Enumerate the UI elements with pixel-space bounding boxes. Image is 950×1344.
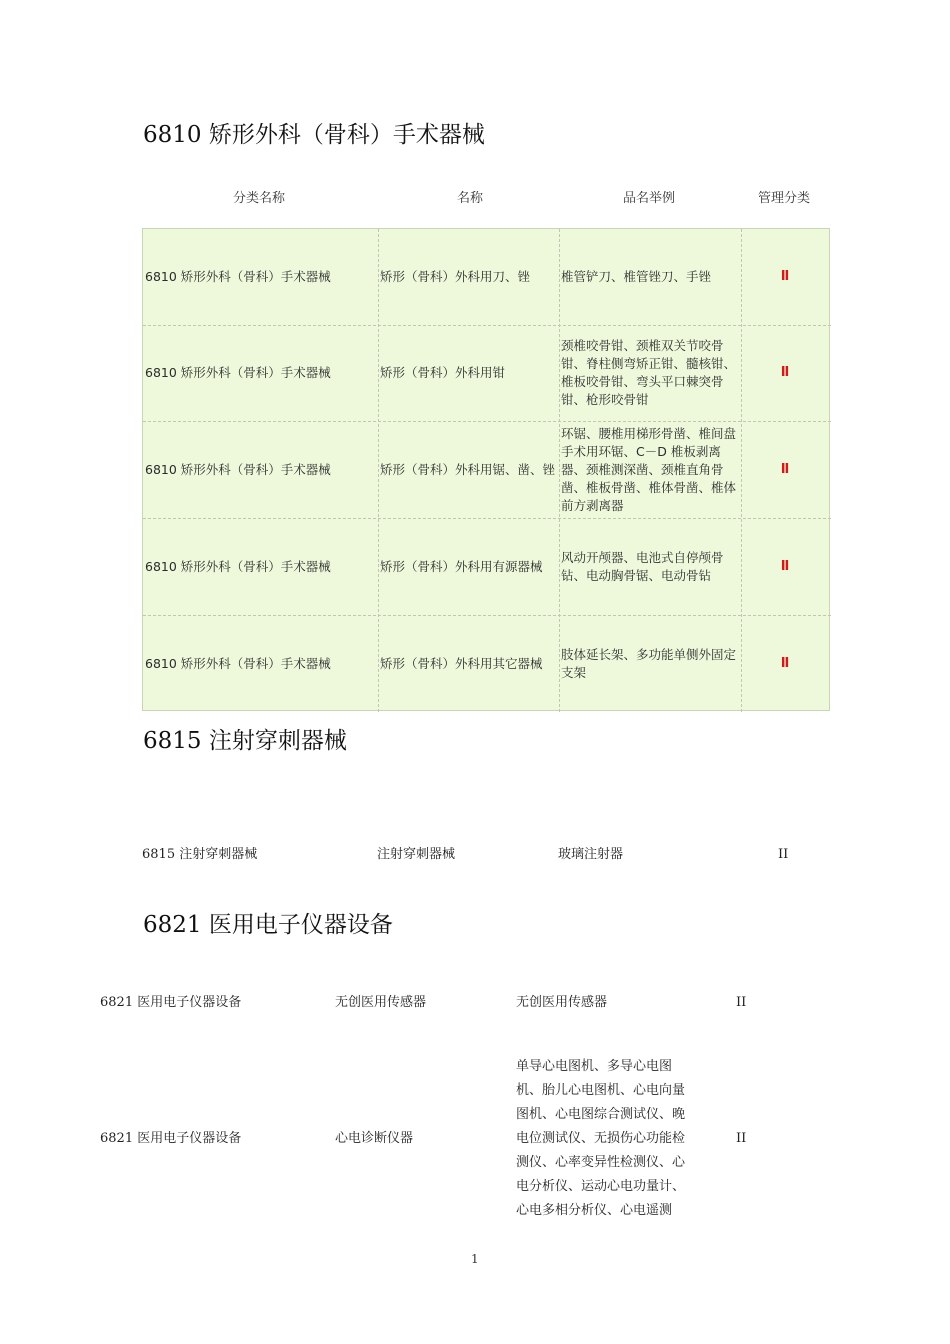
row-6815-name: 注射穿刺器械 [377, 847, 456, 862]
cell-class: Ⅱ [780, 559, 790, 574]
table-6810 [142, 228, 830, 711]
cell-class: Ⅱ [780, 462, 790, 477]
table-row [143, 422, 831, 519]
cell-category: 6810 矫形外科（骨科）手术器械 [145, 462, 331, 477]
cell-examples: 颈椎咬骨钳、颈椎双关节咬骨钳、脊柱侧弯矫正钳、髓核钳、椎板咬骨钳、弯头平口棘突骨钳、枪形咬骨钳 [561, 338, 737, 407]
row-6815-class: II [778, 847, 789, 862]
examples-line: 图机、心电图综合测试仪、晚 [516, 1107, 686, 1122]
cell-category: 6810 矫形外科（骨科）手术器械 [145, 269, 331, 284]
examples-line: 心电多相分析仪、心电遥测 [516, 1203, 673, 1218]
row-6821-category: 6821 医用电子仪器设备 [100, 1131, 242, 1146]
row-6821-name: 心电诊断仪器 [335, 1131, 414, 1146]
cell-name: 矫形（骨科）外科用其它器械 [380, 656, 543, 671]
row-6821-class: II [736, 995, 747, 1010]
examples-line: 单导心电图机、多导心电图 [516, 1059, 673, 1074]
cell-name: 矫形（骨科）外科用钳 [380, 365, 506, 380]
table-row [143, 519, 831, 616]
cell-class: Ⅱ [780, 656, 790, 671]
row-6821-category: 6821 医用电子仪器设备 [100, 995, 242, 1010]
row-6821-class: II [736, 1131, 747, 1146]
section-title-6815: 6815 注射穿刺器械 [143, 728, 347, 754]
examples-line: 机、胎儿心电图机、心电向量 [516, 1083, 686, 1098]
cell-name: 矫形（骨科）外科用锯、凿、锉 [380, 462, 556, 477]
section-title-6821: 6821 医用电子仪器设备 [143, 912, 393, 938]
examples-line: 电位测试仪、无损伤心功能检 [516, 1131, 686, 1146]
cell-category: 6810 矫形外科（骨科）手术器械 [145, 559, 331, 574]
cell-examples: 椎管铲刀、椎管锉刀、手锉 [561, 269, 712, 284]
col-header-category: 分类名称 [233, 191, 286, 206]
table-row [143, 616, 831, 713]
row-6821-examples: 无创医用传感器 [516, 995, 608, 1010]
cell-category: 6810 矫形外科（骨科）手术器械 [145, 365, 331, 380]
col-header-examples: 品名举例 [623, 191, 676, 206]
page-number: 1 [471, 1252, 479, 1266]
examples-line: 测仪、心率变异性检测仪、心 [516, 1155, 686, 1170]
examples-line: 电分析仪、运动心电功量计、 [516, 1179, 686, 1194]
cell-category: 6810 矫形外科（骨科）手术器械 [145, 656, 331, 671]
cell-name: 矫形（骨科）外科用刀、锉 [380, 269, 531, 284]
row-6815-examples: 玻璃注射器 [558, 847, 624, 862]
row-6821-name: 无创医用传感器 [335, 995, 427, 1010]
cell-examples: 风动开颅器、电池式自停颅骨钻、电动胸骨锯、电动骨钻 [561, 550, 724, 583]
cell-name: 矫形（骨科）外科用有源器械 [380, 559, 543, 574]
row-6821-examples [516, 1055, 685, 1223]
col-header-name: 名称 [457, 191, 484, 206]
cell-examples: 肢体延长架、多功能单侧外固定支架 [561, 647, 737, 680]
section-title-6810: 6810 矫形外科（骨科）手术器械 [143, 122, 485, 148]
row-6815-category: 6815 注射穿刺器械 [142, 847, 258, 862]
cell-class: Ⅱ [780, 365, 790, 380]
cell-class: Ⅱ [780, 269, 790, 284]
col-header-class: 管理分类 [758, 191, 811, 206]
cell-examples: 环锯、腰椎用梯形骨凿、椎间盘手术用环锯、C－D 椎板剥离器、颈椎测深凿、颈椎直角骨凿、椎板骨凿、椎体骨凿、椎体前方剥离器 [561, 426, 737, 513]
table-row [143, 325, 831, 422]
table-row [143, 229, 831, 326]
